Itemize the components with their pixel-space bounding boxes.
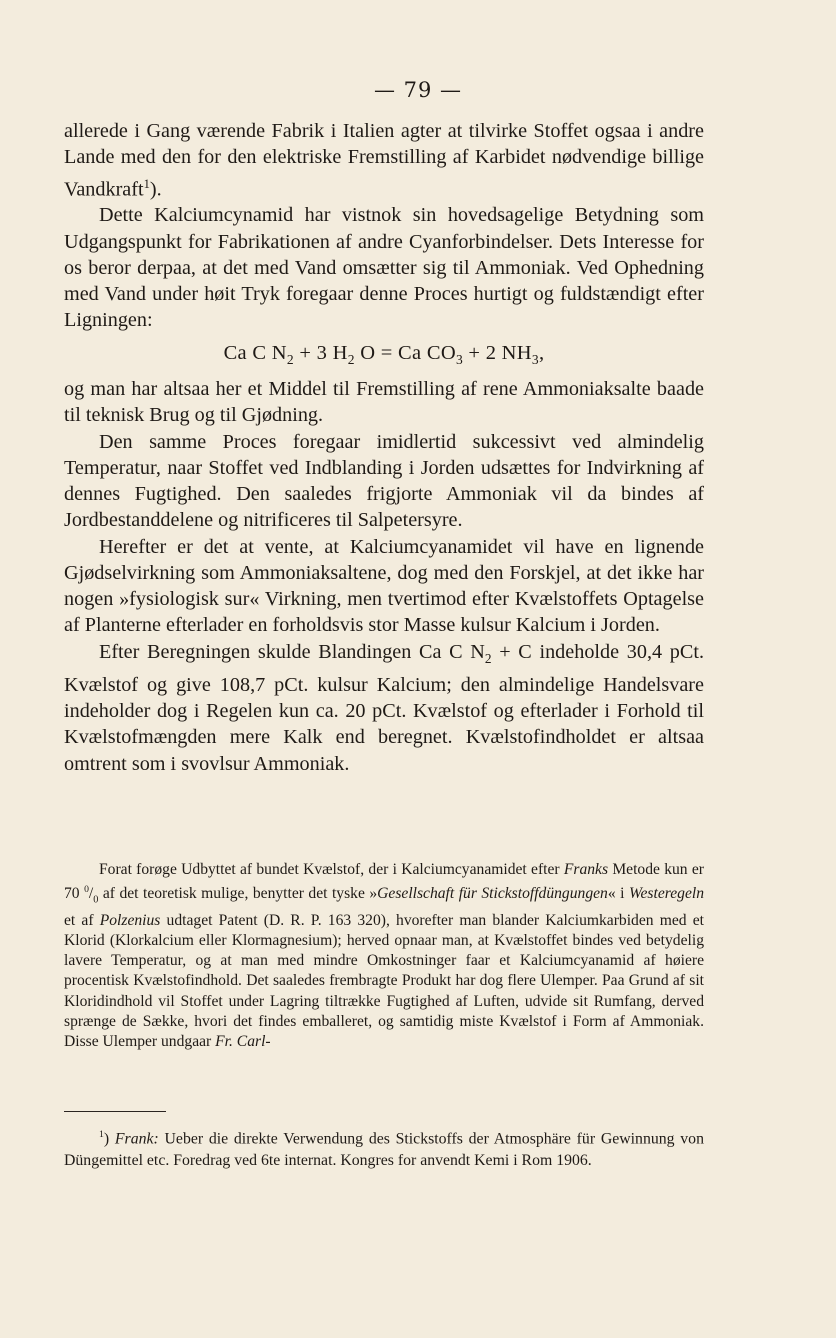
footnote-author: Frank: [114, 1130, 159, 1148]
footnote-text: $^1$) Frank: Ueber die direkte Verwendung des Stickstoffs der Atmosphäre für Gewinnung von Düngemittel etc. Foredrag ved 6te internat. Kongres for anvendt Kemi i Rom 1906. [64, 1129, 704, 1169]
person-name-continued: Fr. Carl- [215, 1032, 271, 1050]
note-paragraph: Forat forøge Udbyttet af bundet Kvælstof, der i Kalciumcyanamidet efter Franks Metode kun er 70 $^0/_0$ af det teoretisk mulige, benytter det tyske »Gesellschaft für Stickstoffdüngungen« i Westeregeln et af Polzenius udtaget Patent (D. R. P. 163 320), hvorefter man blander Kalciumkarbiden med et Klorid (Klorkalcium eller Klormagnesium); herved opnaar man, at Kvælstoffet bindes ved betydelig lavere Temperatur, og at man med mindre Omkostninger faar et Kalciumcyanamid af høiere procentisk Kvælstofindhold. Det saaledes frembragte Produkt har dog flere Ulemper. Paa Grund af sit Kloridindhold vil Stoffet under Lagring tiltrække Fugtighed af Luften, udvide sit Rumfang, derved sprænge de Sække, hvori det findes emballeret, og samtidig miste Kvælstof i Form af Ammoniak. Disse Ulemper undgaar Fr. Carl- [64, 861, 704, 1050]
footnote-number: 1 [99, 1129, 104, 1140]
paragraph-5: Herefter er det at vente, at Kalciumcyanamidet vil have en lignende Gjødselvirkning som Ammoniaksaltene, dog med den Forskjel, at det ikke har nogen »fysiologisk sur« Virkning, men tvertimod efter Kvælstoffets Optagelse af Planterne efterlader en forholdsvis stor Masse kulsur Kalcium i Jorden. [64, 535, 704, 637]
small-print-note [64, 860, 704, 1052]
author-name: Franks [563, 861, 609, 878]
footnote-ref: 1 [143, 176, 150, 191]
company-name: Gesellschaft für Stickstoffdüngungen [377, 885, 608, 903]
paragraph-2: Dette Kalciumcynamid har vistnok sin hovedsagelige Betydning som Udgangspunkt for Fabrikationen af andre Cyanforbindelser. Dets Interesse for os beror derpaa, at det med Vand omsætter sig til Ammoniak. Ved Ophedning med Vand under høit Tryk foregaar denne Proces hurtigt og fuldstændigt efter Ligningen: [64, 204, 704, 332]
person-name: Polzenius [99, 911, 161, 929]
paragraph-6: Efter Beregningen skulde Blandingen Ca C $N_2 + C$ indeholde 30,4 pCt. Kvælstof og give 108,7 pCt. kulsur Kalcium; den almindelige Handelsvare indeholder dog i Regelen kun ca. 20 pCt. Kvælstof og efterlader i Forhold til Kvælstofmængden mere Kalk end beregnet. Kvælstofindholdet er altsaa omtrent som i svovlsur Ammoniak. [64, 640, 704, 775]
paragraph-3: og man har altsaa her et Middel til Fremstilling af rene Ammoniaksalte baade til teknisk Brug og til Gjødning. [64, 378, 704, 427]
footnote [64, 1124, 704, 1171]
place-name: Westeregeln [628, 885, 704, 903]
paragraph-1: allerede i Gang værende Fabrik i Italien agter at tilvirke Stoffet ogsaa i andre Lande med den for den elektriske Fremstilling af Karbidet nødvendige billige Vandkraft$^1$). [64, 120, 704, 201]
main-text [64, 118, 704, 777]
chemical-equation: Ca C $N_2 + 3$ $H_2$ O = Ca $CO_3 + 2$ $NH_3$, [223, 341, 545, 367]
paragraph-4: Den samme Proces foregaar imidlertid sukcessivt ved almindelig Temperatur, naar Stoffet ved Indblanding i Jorden udsættes for Indvirkning af dennes Fugtighed. Den saaledes frigjorte Ammoniak vil da bindes af Jordbestanddelene og nitrificeres til Salpetersyre. [64, 430, 704, 532]
page-number: — 79 — [373, 78, 463, 102]
footnote-divider [64, 1111, 166, 1112]
